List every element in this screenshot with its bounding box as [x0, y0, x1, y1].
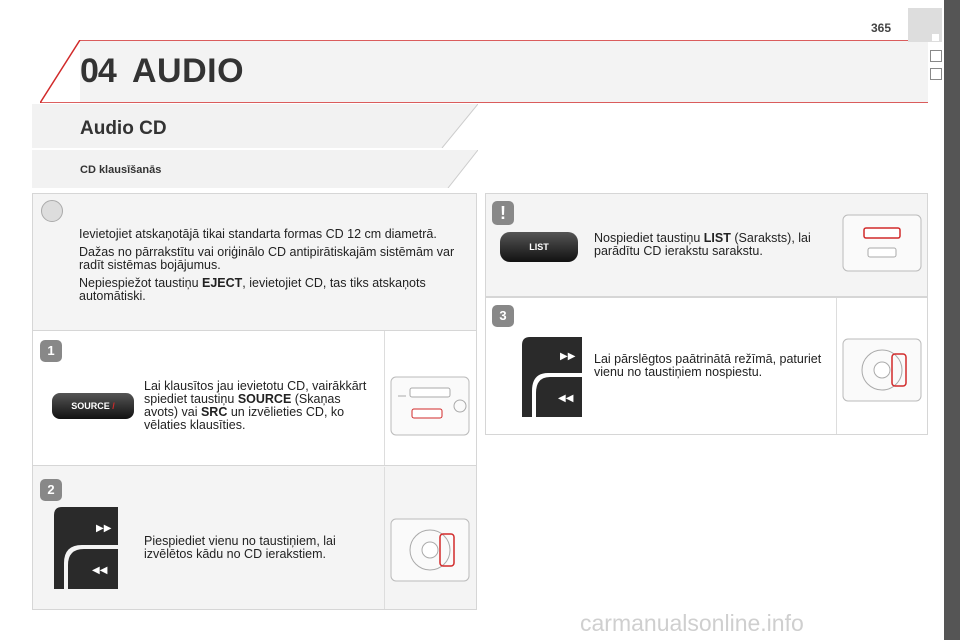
chapter-number: 04 — [80, 52, 116, 90]
console-source-illustration — [390, 376, 470, 436]
info-paragraph: Dažas no pārrakstītu vai oriģinālo CD antipirātiskajām sistēmām var radīt sistēmas bojājumus. — [79, 245, 455, 272]
divider — [384, 331, 385, 465]
watermark: carmanualsonline.info — [580, 610, 804, 636]
console-seek-illustration — [842, 338, 922, 402]
divider — [384, 467, 385, 609]
section-title: Audio CD — [80, 118, 167, 139]
side-bar — [944, 0, 960, 640]
seek-buttons-illustration — [52, 505, 120, 591]
source-button: SOURCE / — [52, 393, 134, 419]
divider — [836, 298, 837, 434]
seek-buttons-illustration — [520, 335, 584, 419]
list-button: LIST — [500, 232, 578, 262]
step-number-badge: 2 — [40, 479, 62, 501]
svg-text:◀◀: ◀◀ — [92, 565, 108, 576]
chapter-title: AUDIO — [132, 52, 245, 90]
warning-text: Nospiediet taustiņu LIST (Saraksts), lai parādītu CD ierakstu sarakstu. — [594, 231, 811, 258]
side-box-icon — [930, 68, 942, 80]
side-box-icon — [930, 50, 942, 62]
page-number: 365 — [871, 21, 892, 35]
info-paragraph: Ievietojiet atskaņotājā tikai standarta formas CD 12 cm diametrā. — [79, 227, 437, 241]
console-seek-illustration — [390, 518, 470, 582]
step-number-badge: 1 — [40, 340, 62, 362]
svg-text:▶▶: ▶▶ — [96, 523, 112, 534]
step-number-badge: 3 — [492, 305, 514, 327]
page-tab-mark — [932, 34, 939, 41]
svg-text:▶▶: ▶▶ — [560, 351, 576, 362]
console-list-illustration — [842, 214, 922, 272]
cd-icon — [41, 200, 63, 222]
step2-text: Piespiediet vienu no taustiņiem, lai izvēlētos kādu no CD ierakstiem. — [144, 534, 336, 561]
svg-text:◀◀: ◀◀ — [558, 393, 574, 404]
step1-text: Lai klausītos jau ievietotu CD, vairākkārt spiediet taustiņu SOURCE (Skaņas avots) vai SRC un izvēlieties CD, ko vēlaties klausīties. — [144, 379, 367, 432]
warning-badge: ! — [492, 201, 514, 225]
subsection-title: CD klausīšanās — [80, 164, 162, 176]
step3-text: Lai pārslēgtos paātrinātā režīmā, paturiet vienu no taustiņiem nospiestu. — [594, 352, 822, 379]
info-text — [79, 228, 469, 308]
info-paragraph: Nepiespiežot taustiņu EJECT, ievietojiet CD, tas tiks atskaņots automātiski. — [79, 276, 426, 303]
